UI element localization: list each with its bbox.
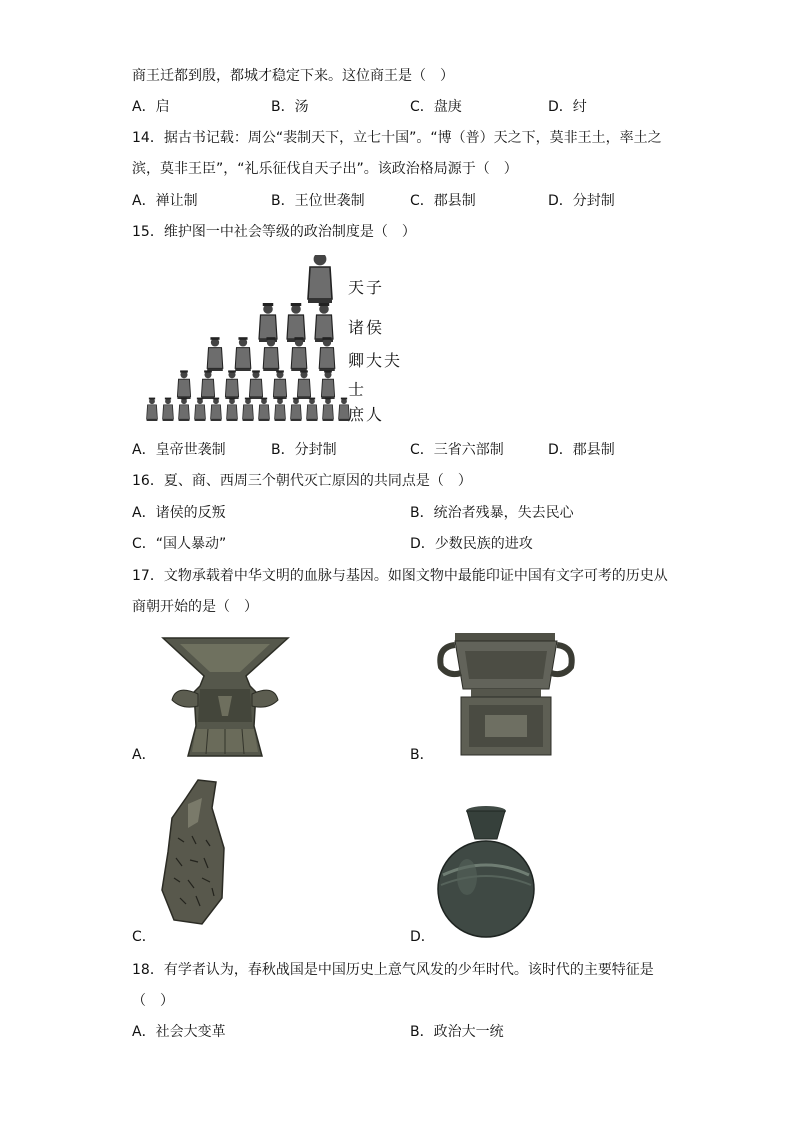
- q15-option-d[interactable]: D．郡县制: [548, 442, 615, 458]
- q17-option-c[interactable]: C．: [132, 929, 156, 945]
- q14-stem-line1: 14．据古书记载：周公“裴制天下，立七十国”。“博（普）天之下，莫非王土，率土之: [132, 130, 662, 146]
- q15-stem: 15．维护图一中社会等级的政治制度是（ ）: [132, 224, 416, 240]
- label-shi: 士: [348, 380, 367, 399]
- q17-stem-line2: 商朝开始的是（ ）: [132, 599, 258, 615]
- q13-option-c[interactable]: C．盘庚: [410, 99, 462, 115]
- q15-option-b[interactable]: B．分封制: [271, 442, 337, 458]
- q13-option-b[interactable]: B．汤: [271, 99, 309, 115]
- label-qingdafu: 卿大夫: [348, 351, 403, 370]
- q16-option-b[interactable]: B．统治者残暴，失去民心: [410, 505, 574, 521]
- oracle-bone-fragment-image[interactable]: [158, 778, 230, 926]
- q13-stem: 商王迁都到殷，都城才稳定下来。这位商王是（ ）: [132, 68, 454, 84]
- q14-option-d[interactable]: D．分封制: [548, 193, 615, 209]
- social-hierarchy-pyramid-figure: [140, 255, 420, 427]
- q18-stem-line1: 18．有学者认为，春秋战国是中国历史上意气风发的少年时代。该时代的主要特征是: [132, 962, 654, 978]
- q14-option-a[interactable]: A．禅让制: [132, 193, 198, 209]
- painted-pottery-jar-image[interactable]: [435, 805, 537, 941]
- q18-stem-line2: （ ）: [132, 993, 174, 1009]
- q17-option-a[interactable]: A．: [132, 747, 156, 763]
- q17-option-d[interactable]: D．: [410, 929, 435, 945]
- bronze-zun-vessel-image[interactable]: [158, 634, 293, 759]
- q18-option-a[interactable]: A．社会大变革: [132, 1024, 226, 1040]
- label-zhuhou: 诸侯: [348, 318, 385, 337]
- pyramid-figures-icon: [140, 255, 350, 427]
- q16-stem: 16．夏、商、西周三个朝代灭亡原因的共同点是（ ）: [132, 473, 472, 489]
- q16-option-d[interactable]: D．少数民族的进攻: [410, 536, 533, 552]
- q13-option-d[interactable]: D．纣: [548, 99, 587, 115]
- q14-stem-line2: 滨，莫非王臣”，“礼乐征伐自天子出”。该政治格局源于（ ）: [132, 161, 518, 177]
- q16-option-c[interactable]: C．“国人暴动”: [132, 536, 227, 552]
- q18-option-b[interactable]: B．政治大一统: [410, 1024, 504, 1040]
- label-shuren: 庶人: [348, 405, 385, 424]
- q14-option-c[interactable]: C．郡县制: [410, 193, 476, 209]
- q15-option-a[interactable]: A．皇帝世袭制: [132, 442, 226, 458]
- q13-option-a[interactable]: A．启: [132, 99, 170, 115]
- q17-option-b[interactable]: B．: [410, 747, 434, 763]
- q16-option-a[interactable]: A．诸侯的反叛: [132, 505, 226, 521]
- q15-option-c[interactable]: C．三省六部制: [410, 442, 504, 458]
- bronze-gui-vessel-image[interactable]: [435, 627, 577, 757]
- q17-stem-line1: 17．文物承载着中华文明的血脉与基因。如图文物中最能印证中国有文字可考的历史从: [132, 568, 668, 584]
- label-tianzi: 天子: [348, 278, 385, 297]
- q14-option-b[interactable]: B．王位世袭制: [271, 193, 365, 209]
